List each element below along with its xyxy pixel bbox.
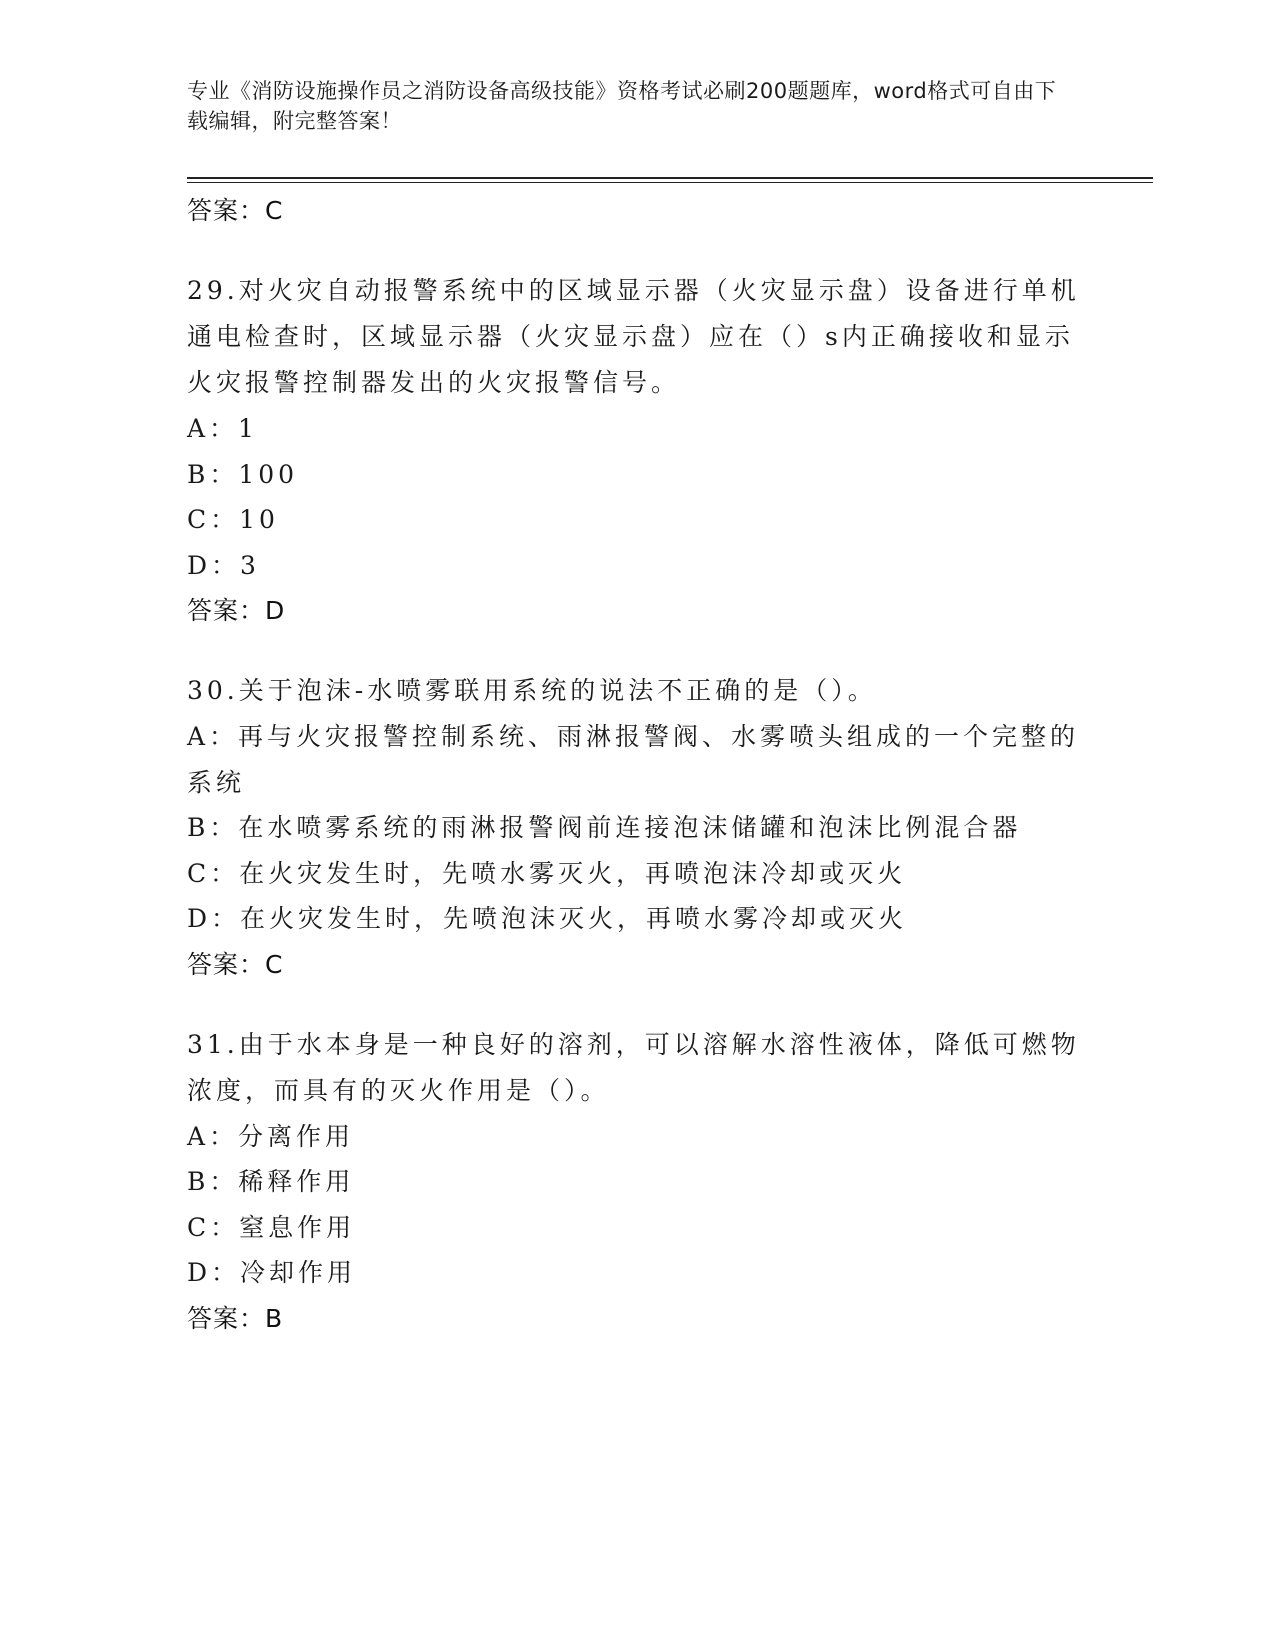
question-30-option-c: C：在火灾发生时，先喷水雾灭火，再喷泡沫冷却或灭火 [187,858,907,888]
header-rule-thin [187,182,1153,183]
question-29-stem: 29.对火灾自动报警系统中的区域显示器（火灾显示盘）设备进行单机通电检查时，区域显示器（火灾显示盘）应在（）s内正确接收和显示火灾报警控制器发出的火灾报警信号。 [187,276,1080,397]
question-31-option-a: A：分离作用 [187,1121,355,1151]
question-30-answer: 答案：C [187,949,284,979]
question-31-option-d: D：冷却作用 [187,1258,357,1287]
question-29-option-a: A：1 [187,414,258,443]
question-31-option-b: B：稀释作用 [187,1167,355,1196]
question-30-option-d: D：在火灾发生时，先喷泡沫灭火，再喷水雾冷却或灭火 [187,904,908,933]
question-list [187,188,1087,1341]
question-31-stem: 31.由于水本身是一种良好的溶剂，可以溶解水溶性液体，降低可燃物浓度，而具有的灭火作用是（）。 [187,1029,1080,1105]
question-29-option-c: C：10 [187,505,279,534]
question-30-option-a: A：再与火灾报警控制系统、雨淋报警阀、水雾喷头组成的一个完整的系统 [187,722,1080,797]
question-30-option-b: B：在水喷雾系统的雨淋报警阀前连接泡沫储罐和泡沫比例混合器 [187,813,1022,842]
answer-line: 答案：C [187,196,284,225]
question-29-option-d: D：3 [187,550,260,580]
question-31-answer: 答案：B [187,1303,284,1333]
page-header: 专业《消防设施操作员之消防设备高级技能》资格考试必刷200题题库，word格式可自由下载编辑，附完整答案！ [187,79,1057,133]
question-29-option-b: B：100 [187,459,299,489]
question-30-stem: 30.关于泡沫-水喷雾联用系统的说法不正确的是（）。 [187,676,877,705]
question-29-answer: 答案：D [187,596,286,625]
question-31-option-c: C：窒息作用 [187,1212,356,1242]
header-rule-thick [187,177,1153,179]
